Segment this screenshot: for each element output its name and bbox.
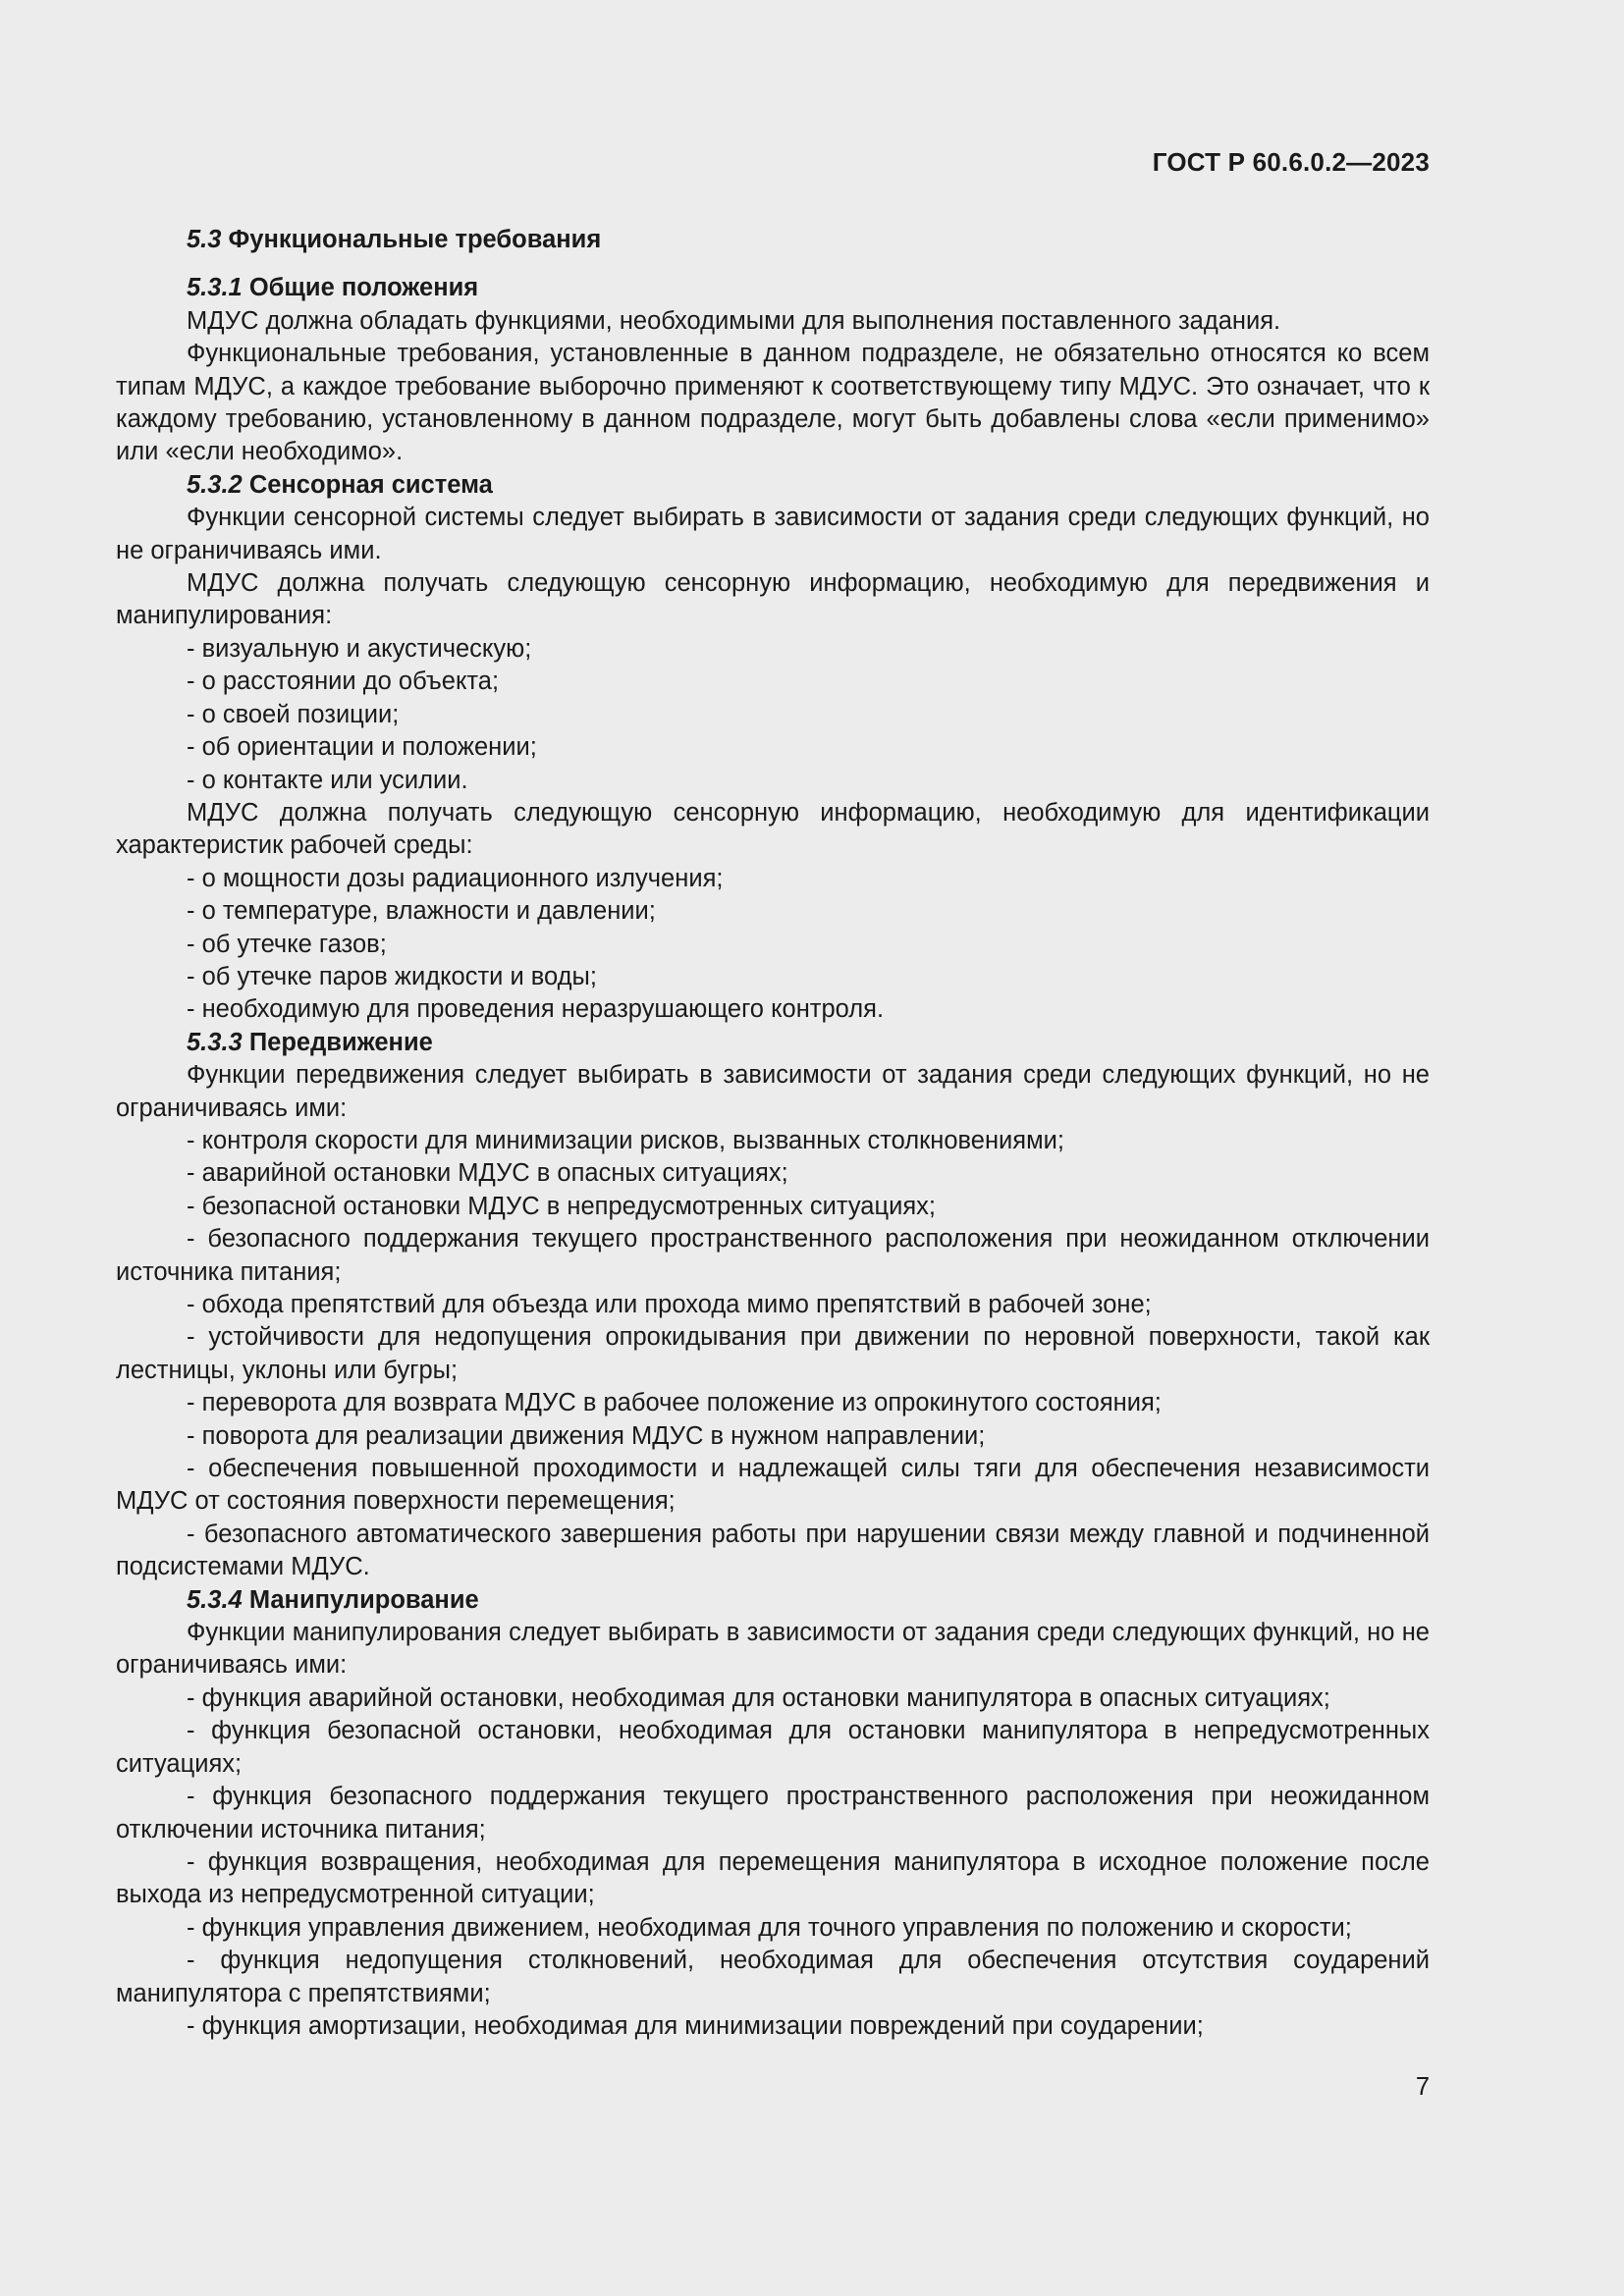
list-item: - устойчивости для недопущения опрокидывания при движении по неровной поверхности, такой как лестницы, уклоны или бугры; bbox=[116, 1323, 1430, 1384]
section-number: 5.3 bbox=[187, 226, 222, 253]
list-item: - визуальную и акустическую; bbox=[187, 634, 532, 663]
list-item: - об утечке газов; bbox=[187, 930, 387, 958]
paragraph: Функции манипулирования следует выбирать в зависимости от задания среди следующих функций, но не ограничиваясь ими: bbox=[116, 1619, 1430, 1680]
list-item: - об ориентации и положении; bbox=[187, 733, 537, 762]
section-title: Манипулирование bbox=[248, 1585, 479, 1614]
list-item: - о контакте или усилии. bbox=[187, 766, 468, 794]
list-item: - аварийной остановки МДУС в опасных ситуациях; bbox=[187, 1159, 788, 1188]
list-item: - о температуре, влажности и давлении; bbox=[187, 897, 656, 926]
list-item: - функция безопасной остановки, необходимая для остановки манипулятора в непредусмотренных ситуациях; bbox=[116, 1717, 1430, 1778]
section-title: Сенсорная система bbox=[248, 470, 493, 499]
section-5-3-2-heading bbox=[116, 469, 1430, 502]
list-item: - функция аварийной остановки, необходимая для остановки манипулятора в опасных ситуациях; bbox=[187, 1683, 1330, 1712]
list-item: - безопасного автоматического завершения работы при нарушении связи между главной и подчиненной подсистемами МДУС. bbox=[116, 1520, 1430, 1581]
section-number: 5.3.3 bbox=[187, 1028, 243, 1056]
section-number: 5.3.1 bbox=[187, 274, 243, 302]
list-item: - о мощности дозы радиационного излучения; bbox=[187, 864, 724, 892]
list-item: - о своей позиции; bbox=[187, 700, 400, 728]
list-item: - безопасной остановки МДУС в непредусмотренных ситуациях; bbox=[187, 1192, 936, 1220]
page-number: 7 bbox=[1415, 2073, 1430, 2101]
list-item: - обхода препятствий для объезда или прохода мимо препятствий в рабочей зоне; bbox=[187, 1291, 1152, 1318]
list-item: - контроля скорости для минимизации рисков, вызванных столкновениями; bbox=[187, 1126, 1064, 1154]
list-item: - функция безопасного поддержания текущего пространственного расположения при неожиданном отключении источника питания; bbox=[116, 1783, 1430, 1843]
list-item: - необходимую для проведения неразрушающего контроля. bbox=[187, 995, 885, 1024]
section-5-3-4-heading bbox=[116, 1584, 1430, 1617]
section-number: 5.3.2 bbox=[187, 470, 243, 499]
paragraph: Функции передвижения следует выбирать в зависимости от задания среди следующих функций, но не ограничиваясь ими: bbox=[116, 1061, 1430, 1122]
document-body bbox=[116, 224, 1430, 2043]
list-item: - функция управления движением, необходимая для точного управления по положению и скорости; bbox=[187, 1913, 1352, 1942]
list-item: - функция амортизации, необходимая для минимизации повреждений при соударении; bbox=[187, 2011, 1204, 2040]
paragraph: Функции сенсорной системы следует выбирать в зависимости от задания среди следующих функций, но не ограничиваясь ими. bbox=[116, 504, 1430, 564]
list-item: - об утечке паров жидкости и воды; bbox=[187, 962, 597, 990]
list-item: - обеспечения повышенной проходимости и надлежащей силы тяги для обеспечения независимости МДУС от состояния поверхности перемещения; bbox=[116, 1455, 1430, 1516]
paragraph: Функциональные требования, установленные в данном подразделе, не обязательно относятся ко всем типам МДУС, а каждое требование выборочно применяют к соответствующему типу МДУС. Это означает, что к каждому требованию, установленному в данном подразделе, могут быть добавлены слова «если применимо» или «если необходимо». bbox=[116, 340, 1430, 466]
section-5-3-3-heading bbox=[116, 1027, 1430, 1059]
section-number: 5.3.4 bbox=[187, 1585, 243, 1614]
list-item: - функция недопущения столкновений, необходимая для обеспечения отсутствия соударений манипулятора с препятствиями; bbox=[116, 1947, 1430, 2007]
section-title: Функциональные требования bbox=[228, 226, 602, 253]
paragraph: МДУС должна получать следующую сенсорную информацию, необходимую для идентификации характеристик рабочей среды: bbox=[116, 798, 1430, 860]
paragraph: МДУС должна получать следующую сенсорную информацию, необходимую для передвижения и манипулирования: bbox=[116, 569, 1430, 630]
list-item: - переворота для возврата МДУС в рабочее положение из опрокинутого состояния; bbox=[187, 1389, 1162, 1417]
list-item: - поворота для реализации движения МДУС в нужном направлении; bbox=[187, 1421, 986, 1450]
paragraph: МДУС должна обладать функциями, необходимыми для выполнения поставленного задания. bbox=[187, 306, 1281, 335]
section-title: Общие положения bbox=[248, 274, 479, 302]
section-5-3-heading bbox=[116, 224, 1430, 256]
list-item: - безопасного поддержания текущего пространственного расположения при неожиданном отключении источника питания; bbox=[116, 1225, 1430, 1286]
list-item: - о расстоянии до объекта; bbox=[187, 667, 500, 696]
list-item: - функция возвращения, необходимая для перемещения манипулятора в исходное положение после выхода из непредусмотренной ситуации; bbox=[116, 1847, 1430, 1909]
section-5-3-1-heading bbox=[116, 272, 1430, 304]
section-title: Передвижение bbox=[248, 1028, 433, 1056]
document-header: ГОСТ Р 60.6.0.2—2023 bbox=[1152, 147, 1430, 177]
